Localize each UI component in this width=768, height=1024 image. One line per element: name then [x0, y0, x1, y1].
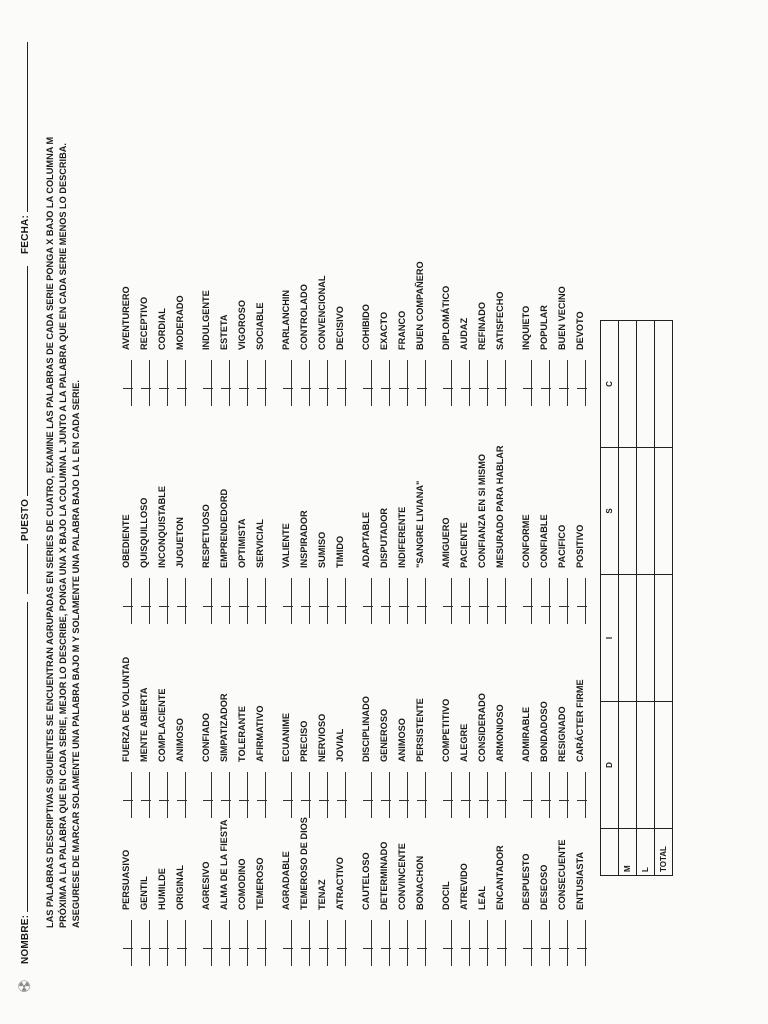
- word-label: SIMPATIZADOR: [219, 693, 229, 762]
- word-label: DECISIVO: [335, 306, 345, 350]
- mark-blank[interactable]: [371, 920, 372, 966]
- word-label: SERVICIAL: [255, 519, 265, 568]
- mark-blank[interactable]: [407, 578, 408, 624]
- word-label: ALEGRE: [459, 723, 469, 762]
- puesto-field[interactable]: [18, 266, 31, 594]
- score-row-label: M: [619, 829, 637, 876]
- word-label: CONFIADO: [201, 713, 211, 762]
- mark-blank[interactable]: [149, 578, 150, 624]
- word-label: CAUTELOSO: [361, 852, 371, 910]
- mark-blank[interactable]: [389, 772, 390, 818]
- word-label: JOVIAL: [335, 728, 345, 762]
- word-label: FRANCO: [397, 310, 407, 350]
- word-label: INDULGENTE: [201, 290, 211, 350]
- word-label: ATRACTIVO: [335, 857, 345, 910]
- instructions: [44, 88, 83, 928]
- word-label: RESPETUOSO: [201, 504, 211, 568]
- word-label: EXACTO: [379, 311, 389, 350]
- mark-blank[interactable]: [327, 360, 328, 406]
- word-label: QUISQUILLOSO: [139, 497, 149, 568]
- word-label: OPTIMISTA: [237, 518, 247, 568]
- mark-blank[interactable]: [549, 578, 550, 624]
- mark-blank[interactable]: [531, 360, 532, 406]
- mark-blank[interactable]: [291, 920, 292, 966]
- word-label: ANIMOSO: [397, 718, 407, 762]
- corner-stamp-icon: ☢: [17, 979, 32, 996]
- word-grid: [120, 66, 620, 966]
- word-label: GENEROSO: [379, 708, 389, 762]
- mark-blank[interactable]: [451, 360, 452, 406]
- mark-blank[interactable]: [211, 360, 212, 406]
- word-label: ALMA DE LA FIESTA: [219, 819, 229, 910]
- mark-blank[interactable]: [549, 920, 550, 966]
- mark-blank[interactable]: [505, 920, 506, 966]
- mark-blank[interactable]: [469, 772, 470, 818]
- mark-blank[interactable]: [505, 360, 506, 406]
- word-label: SUMISO: [317, 531, 327, 568]
- mark-blank[interactable]: [451, 772, 452, 818]
- word-label: DESEOSO: [539, 864, 549, 910]
- word-label: COHIBIDO: [361, 304, 371, 350]
- score-cell[interactable]: [637, 321, 655, 448]
- mark-blank[interactable]: [389, 360, 390, 406]
- mark-blank[interactable]: [487, 772, 488, 818]
- word-label: PARLANCHIN: [281, 289, 291, 350]
- mark-blank[interactable]: [345, 578, 346, 624]
- mark-blank[interactable]: [451, 578, 452, 624]
- score-cell[interactable]: [655, 702, 673, 829]
- word-label: COMODINO: [237, 858, 247, 910]
- word-label: AUDAZ: [459, 317, 469, 350]
- mark-blank[interactable]: [265, 360, 266, 406]
- nombre-field[interactable]: [18, 602, 31, 964]
- mark-blank[interactable]: [185, 360, 186, 406]
- word-label: DISPUTADOR: [379, 507, 389, 568]
- score-cell[interactable]: [619, 575, 637, 702]
- instruction-line: PRÓXIMA A LA PALABRA QUE EN CADA SERIE, MEJOR LO DESCRIBE, PONGA UNA X BAJO LA COLUMNA L JUNTO A LA PALABRA QUE EN CADA SERIE MENOS LO DESCRIBA.: [58, 143, 68, 928]
- word-label: PACIFICO: [557, 524, 567, 568]
- word-label: ARMONIOSO: [495, 704, 505, 762]
- word-label: CORDIAL: [157, 308, 167, 350]
- score-table: [600, 320, 673, 876]
- word-label: PACIENTE: [459, 522, 469, 568]
- mark-blank[interactable]: [291, 772, 292, 818]
- word-label: RECEPTIVO: [139, 296, 149, 350]
- instruction-line: ASEGURESE DE MARCAR SOLAMENTE UNA PALABRA BAJO M Y SOLAMENTE UNA PALABRA BAJO LA L EN CADA SERIE.: [71, 380, 81, 928]
- mark-blank[interactable]: [291, 360, 292, 406]
- word-label: ATREVIDO: [459, 863, 469, 910]
- word-label: LEAL: [477, 886, 487, 910]
- mark-blank[interactable]: [247, 772, 248, 818]
- word-label: EMPRENDEDORD: [219, 488, 229, 568]
- word-label: DETERMINADO: [379, 841, 389, 910]
- mark-blank[interactable]: [585, 920, 586, 966]
- mark-blank[interactable]: [567, 360, 568, 406]
- mark-blank[interactable]: [167, 772, 168, 818]
- word-label: PERSUASIVO: [121, 849, 131, 910]
- score-row-label: L: [637, 829, 655, 876]
- mark-blank[interactable]: [131, 920, 132, 966]
- mark-blank[interactable]: [567, 772, 568, 818]
- word-label: CARÁCTER FIRME: [575, 679, 585, 762]
- word-label: CONVENCIONAL: [317, 275, 327, 350]
- word-label: TIMIDO: [335, 535, 345, 568]
- score-header-i: I: [601, 575, 619, 702]
- mark-blank[interactable]: [247, 360, 248, 406]
- word-label: DEVOTO: [575, 311, 585, 350]
- score-cell[interactable]: [619, 448, 637, 575]
- mark-blank[interactable]: [265, 772, 266, 818]
- word-label: COMPETITIVO: [441, 698, 451, 762]
- word-label: INCONQUISTABLE: [157, 485, 167, 568]
- mark-blank[interactable]: [345, 360, 346, 406]
- word-label: POPULAR: [539, 305, 549, 350]
- mark-blank[interactable]: [389, 920, 390, 966]
- mark-blank[interactable]: [531, 920, 532, 966]
- mark-blank[interactable]: [265, 920, 266, 966]
- mark-blank[interactable]: [505, 578, 506, 624]
- word-label: TENAZ: [317, 879, 327, 910]
- word-label: BUEN VECINO: [557, 286, 567, 350]
- word-label: CONTROLADO: [299, 284, 309, 350]
- score-cell[interactable]: [637, 702, 655, 829]
- mark-blank[interactable]: [371, 772, 372, 818]
- word-label: CONSECUENTE: [557, 839, 567, 910]
- word-label: TEMEROSO: [255, 857, 265, 910]
- mark-blank[interactable]: [167, 578, 168, 624]
- mark-blank[interactable]: [211, 772, 212, 818]
- mark-blank[interactable]: [185, 578, 186, 624]
- score-cell[interactable]: [619, 321, 637, 448]
- mark-blank[interactable]: [149, 920, 150, 966]
- word-label: BUEN COMPAÑERO: [415, 261, 425, 350]
- puesto-label: PUESTO: [20, 498, 31, 542]
- word-label: INSPIRADOR: [299, 510, 309, 568]
- mark-blank[interactable]: [567, 920, 568, 966]
- word-label: REFINADO: [477, 302, 487, 350]
- mark-blank[interactable]: [229, 578, 230, 624]
- score-header-c: C: [601, 321, 619, 448]
- mark-blank[interactable]: [149, 772, 150, 818]
- score-cell[interactable]: [655, 575, 673, 702]
- mark-blank[interactable]: [585, 360, 586, 406]
- word-label: RESIGNADO: [557, 706, 567, 762]
- mark-blank[interactable]: [451, 920, 452, 966]
- word-label: PRECISO: [299, 720, 309, 762]
- mark-blank[interactable]: [469, 578, 470, 624]
- mark-blank[interactable]: [345, 772, 346, 818]
- mark-blank[interactable]: [371, 360, 372, 406]
- word-label: SOCIABLE: [255, 302, 265, 350]
- mark-blank[interactable]: [211, 578, 212, 624]
- mark-blank[interactable]: [229, 360, 230, 406]
- mark-blank[interactable]: [211, 920, 212, 966]
- mark-blank[interactable]: [549, 360, 550, 406]
- mark-blank[interactable]: [487, 920, 488, 966]
- mark-blank[interactable]: [425, 920, 426, 966]
- word-label: GENTIL: [139, 876, 149, 910]
- score-cell[interactable]: [637, 575, 655, 702]
- mark-blank[interactable]: [585, 578, 586, 624]
- word-label: BONDADOSO: [539, 701, 549, 762]
- mark-blank[interactable]: [185, 772, 186, 818]
- mark-blank[interactable]: [407, 920, 408, 966]
- mark-blank[interactable]: [131, 578, 132, 624]
- mark-blank[interactable]: [425, 578, 426, 624]
- word-label: TEMEROSO DE DIOS: [299, 817, 309, 910]
- mark-blank[interactable]: [585, 772, 586, 818]
- mark-blank[interactable]: [131, 360, 132, 406]
- word-label: AVENTURERO: [121, 286, 131, 350]
- mark-blank[interactable]: [309, 920, 310, 966]
- word-label: SATISFECHO: [495, 291, 505, 350]
- word-label: CONVINCENTE: [397, 843, 407, 910]
- mark-blank[interactable]: [425, 360, 426, 406]
- mark-blank[interactable]: [167, 360, 168, 406]
- word-label: DOCIL: [441, 881, 451, 910]
- word-label: FUERZA DE VOLUNTAD: [121, 656, 131, 762]
- word-label: CONFIABLE: [539, 514, 549, 568]
- word-label: INDIFERENTE: [397, 506, 407, 568]
- word-label: OBEDIENTE: [121, 514, 131, 568]
- word-label: NERVIOSO: [317, 713, 327, 762]
- mark-blank[interactable]: [487, 578, 488, 624]
- word-label: ENTUSIASTA: [575, 851, 585, 910]
- mark-blank[interactable]: [531, 772, 532, 818]
- score-cell[interactable]: [637, 448, 655, 575]
- nombre-label: NOMBRE:: [20, 914, 31, 964]
- word-label: ESTETA: [219, 314, 229, 350]
- word-label: CONFORME: [521, 514, 531, 568]
- mark-blank[interactable]: [247, 578, 248, 624]
- word-label: AFIRMATIVO: [255, 705, 265, 762]
- mark-blank[interactable]: [567, 578, 568, 624]
- word-label: MENTE ABIERTA: [139, 687, 149, 762]
- mark-blank[interactable]: [327, 578, 328, 624]
- word-label: ORIGINAL: [175, 865, 185, 910]
- score-cell[interactable]: [655, 321, 673, 448]
- word-label: ANIMOSO: [175, 718, 185, 762]
- word-label: ADMIRABLE: [521, 706, 531, 762]
- word-label: DESPUESTO: [521, 853, 531, 910]
- mark-blank[interactable]: [371, 578, 372, 624]
- word-label: AGRADABLE: [281, 851, 291, 910]
- mark-blank[interactable]: [407, 772, 408, 818]
- score-header-s: S: [601, 448, 619, 575]
- mark-blank[interactable]: [149, 360, 150, 406]
- word-label: HUMILDE: [157, 868, 167, 910]
- word-label: COMPLACIENTE: [157, 688, 167, 762]
- score-cell[interactable]: [619, 702, 637, 829]
- mark-blank[interactable]: [469, 360, 470, 406]
- score-row-label: TOTAL: [655, 829, 673, 876]
- mark-blank[interactable]: [265, 578, 266, 624]
- word-label: AGRESIVO: [201, 861, 211, 910]
- word-label: AMIGUERO: [441, 517, 451, 568]
- mark-blank[interactable]: [531, 578, 532, 624]
- word-label: TOLERANTE: [237, 706, 247, 762]
- word-label: ENCANTADOR: [495, 845, 505, 910]
- mark-blank[interactable]: [229, 920, 230, 966]
- mark-blank[interactable]: [327, 920, 328, 966]
- fecha-field[interactable]: [18, 42, 31, 254]
- word-label: JUGUETON: [175, 517, 185, 568]
- mark-blank[interactable]: [549, 772, 550, 818]
- word-label: DISCIPLINADO: [361, 696, 371, 762]
- word-label: CONSIDERADO: [477, 693, 487, 762]
- mark-blank[interactable]: [131, 772, 132, 818]
- word-label: DIPLOMÁTICO: [441, 285, 451, 350]
- word-label: MODERADO: [175, 295, 185, 350]
- mark-blank[interactable]: [167, 920, 168, 966]
- mark-blank[interactable]: [469, 920, 470, 966]
- word-label: ECUANIME: [281, 712, 291, 762]
- word-label: "SANGRE LIVIANA": [415, 480, 425, 568]
- mark-blank[interactable]: [407, 360, 408, 406]
- score-header-d: D: [601, 702, 619, 829]
- mark-blank[interactable]: [389, 578, 390, 624]
- mark-blank[interactable]: [327, 772, 328, 818]
- word-label: MESURADO PARA HABLAR: [495, 445, 505, 568]
- word-label: VALIENTE: [281, 523, 291, 568]
- fecha-label: FECHA:: [20, 215, 31, 254]
- mark-blank[interactable]: [229, 772, 230, 818]
- mark-blank[interactable]: [291, 578, 292, 624]
- mark-blank[interactable]: [309, 360, 310, 406]
- mark-blank[interactable]: [425, 772, 426, 818]
- word-label: POSITIVO: [575, 524, 585, 568]
- word-label: CONFIANZA EN SI MISMO: [477, 454, 487, 568]
- mark-blank[interactable]: [247, 920, 248, 966]
- word-label: PERSISTENTE: [415, 698, 425, 762]
- word-label: BONACHON: [415, 855, 425, 910]
- instruction-line: LAS PALABRAS DESCRIPTIVAS SIGUIENTES SE ENCUENTRAN AGRUPADAS EN SERIES DE CUATRO, EXAMINE LAS PALABRAS DE CADA SERIE PONGA X BAJO LA COLUMNA M: [45, 136, 55, 928]
- word-label: VIGOROSO: [237, 299, 247, 350]
- mark-blank[interactable]: [505, 772, 506, 818]
- word-label: INQUIETO: [521, 305, 531, 350]
- mark-blank[interactable]: [487, 360, 488, 406]
- score-cell[interactable]: [655, 448, 673, 575]
- mark-blank[interactable]: [185, 920, 186, 966]
- word-label: ADAPTABLE: [361, 512, 371, 568]
- mark-blank[interactable]: [345, 920, 346, 966]
- mark-blank[interactable]: [309, 772, 310, 818]
- mark-blank[interactable]: [309, 578, 310, 624]
